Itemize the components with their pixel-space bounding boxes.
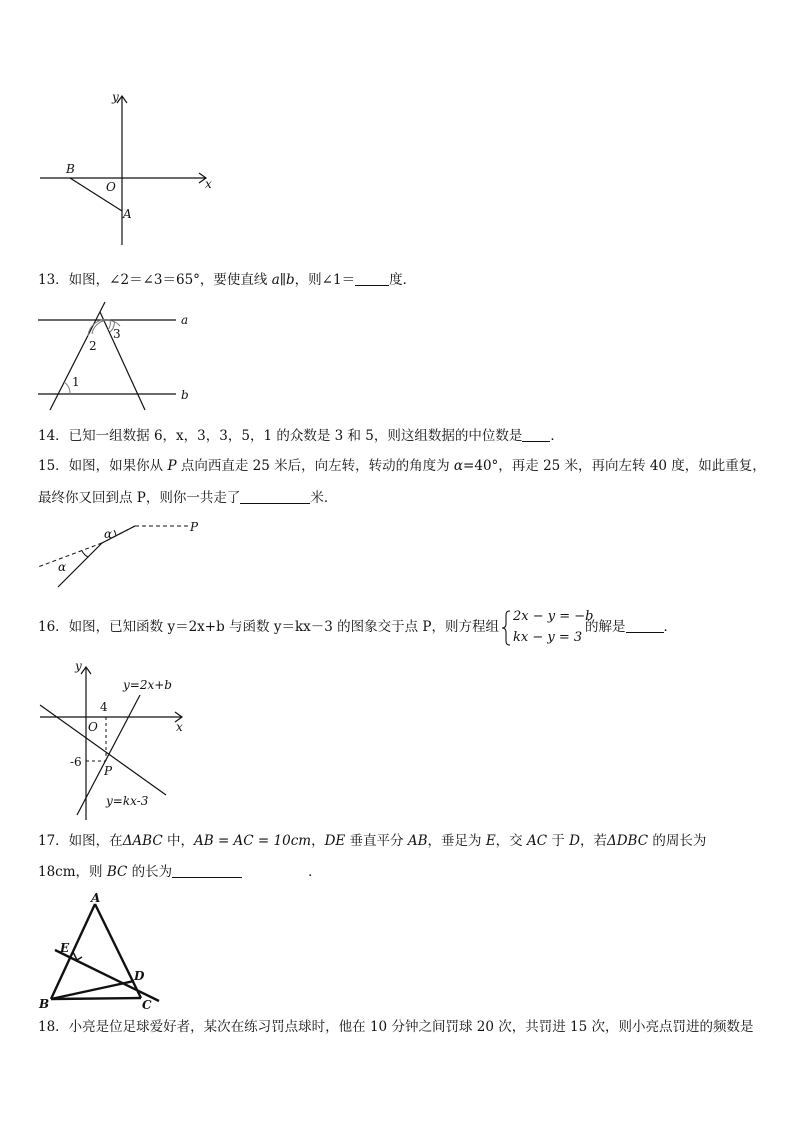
angle-2-label: 2 [89, 339, 97, 353]
q17-ac: AC [526, 833, 548, 849]
q17-triangle-abc: ΔABC [122, 833, 163, 849]
q17-text-c: ， [311, 833, 325, 849]
q16-text2: 的解是 [585, 619, 626, 635]
q13-text: 13．如图，∠2＝∠3＝65°，要使直线 [38, 272, 272, 288]
alpha-label-1: α [104, 527, 113, 541]
q17-text-b: 中， [162, 833, 194, 849]
alpha-label-2: α [58, 560, 67, 574]
point-d-label: D [134, 969, 145, 983]
q13-answer-blank[interactable] [355, 271, 389, 286]
q15-text-a: 15．如图，如果你从 [38, 458, 168, 474]
q16-suffix: ． [663, 619, 678, 635]
q17-triangle-dbc: ΔDBC [606, 833, 649, 849]
q16-answer-blank[interactable] [626, 618, 664, 633]
q17-text-a: 17．如图，在 [38, 833, 123, 849]
q13-parallel-symbol: ∥ [279, 272, 287, 288]
figure-q12 [30, 85, 230, 255]
q17-equation: AB = AC = 10cm [193, 833, 312, 849]
q17-text-e: ，垂足为 [427, 833, 486, 849]
tick-label-minus-6: -6 [70, 755, 82, 769]
question-13 [38, 270, 416, 290]
point-a-label: A [123, 207, 132, 221]
line-b-label: b [181, 388, 189, 402]
line-a-label: a [181, 313, 189, 327]
y-axis-label: y [112, 90, 119, 104]
vertex-c-label: C [142, 998, 152, 1012]
x-axis-label: x [205, 177, 212, 191]
side-bc [51, 998, 141, 999]
question-14 [38, 426, 564, 446]
point-p-label: P [190, 520, 199, 534]
q16-text: 16．如图，已知函数 y＝2x+b 与函数 y＝kx－3 的图象交于点 P，则方程组 [38, 619, 500, 635]
equation-1: 2x − y = −b [513, 608, 594, 624]
figure-q13 [30, 296, 210, 416]
label-y-2x-b: y=2x+b [123, 678, 172, 692]
q17-text-g: 于 [547, 833, 570, 849]
q17-e: E [485, 833, 496, 849]
q17-d: D [569, 833, 580, 849]
q17-suffix: ． [308, 864, 322, 880]
question-15-line2 [38, 488, 337, 508]
equation-system [501, 608, 594, 648]
point-e-label: E [60, 941, 70, 955]
q14-suffix: ． [550, 428, 564, 444]
q14-text: 14．已知一组数据 6，x，3，3，5，1 的众数是 3 和 5，则这组数据的中位数是 [38, 428, 523, 444]
label-y-kx-3: y=kx-3 [106, 794, 149, 808]
q15-text-d: 最终你又回到点 P，则你一共走了 [38, 490, 241, 506]
figure-q16 [30, 655, 210, 825]
dashed-extension-3 [38, 543, 102, 567]
q17-text-h: ，若 [579, 833, 607, 849]
q15-alpha: α [453, 458, 464, 474]
q17-de: DE [324, 833, 346, 849]
q15-text-c: =40°，再走 25 米，再向左转 40 度，如此重复， [463, 458, 766, 474]
q13-suffix: 度． [389, 272, 417, 288]
q15-text-b: 点向西直走 25 米后，向左转，转动的角度为 [176, 458, 454, 474]
x-axis-label: x [176, 720, 183, 734]
q17-answer-blank[interactable] [172, 863, 242, 878]
q17-text-k: 的长为 [127, 864, 173, 880]
q17-text-j: 18cm，则 [38, 864, 107, 880]
vertex-a-label: A [91, 891, 101, 905]
question-16 [38, 606, 677, 648]
q17-bc: BC [106, 864, 128, 880]
y-axis-label: y [75, 659, 82, 673]
alpha-arc-1-icon [114, 530, 116, 536]
figure-q15 [30, 515, 210, 595]
q17-text-f: ，交 [495, 833, 527, 849]
alpha-arc-2-icon [82, 551, 88, 557]
q13-line-a: a [271, 272, 280, 288]
left-brace-icon [501, 610, 511, 646]
figure-q17 [35, 888, 175, 1013]
q17-text-i: 的周长为 [648, 833, 707, 849]
point-b-label: B [66, 162, 75, 176]
q13-text2: ，则∠1＝ [294, 272, 356, 288]
q15-text-e: 米． [310, 490, 338, 506]
equation-2: kx − y = 3 [513, 629, 583, 645]
q13-line-b: b [286, 272, 295, 288]
line-y-kx-3 [40, 705, 166, 795]
angle-3-arc-icon [108, 320, 110, 330]
question-18 [38, 1017, 753, 1037]
q17-ab: AB [407, 833, 428, 849]
tick-label-4: 4 [100, 700, 108, 714]
point-p-label: P [104, 764, 113, 778]
angle-1-arc-icon [64, 382, 70, 394]
question-17-line2 [38, 862, 322, 882]
angle-1-label: 1 [72, 375, 80, 389]
origin-label: O [106, 180, 116, 194]
question-15-line1 [38, 456, 766, 476]
origin-label: O [88, 720, 98, 734]
transversal-right [100, 312, 145, 410]
q15-point-p: P [167, 458, 177, 474]
q15-answer-blank[interactable] [240, 489, 310, 504]
angle-3-label: 3 [113, 327, 121, 341]
q17-text-d: 垂直平分 [345, 833, 408, 849]
vertex-b-label: B [39, 997, 50, 1011]
q18-text: 18．小亮是位足球爱好者，某次在练习罚点球时，他在 10 分钟之间罚球 20 次，共罚进 15 次，则小亮点罚进的频数是 [38, 1019, 754, 1035]
question-17-line1 [38, 831, 706, 851]
q14-answer-blank[interactable] [522, 427, 550, 442]
